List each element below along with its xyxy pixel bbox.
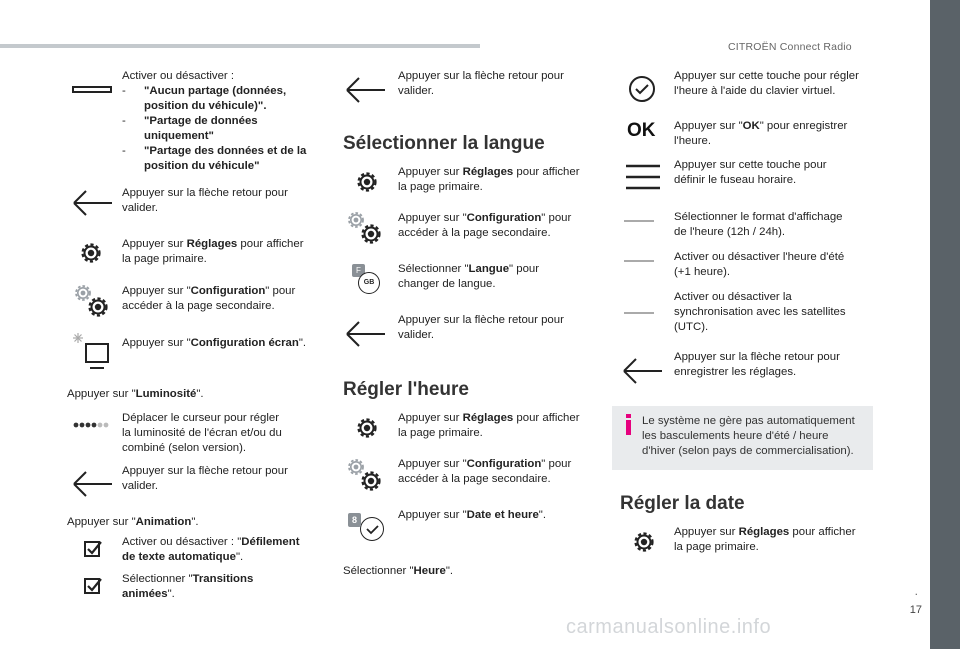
- watermark: carmanualsonline.info: [566, 616, 772, 638]
- back-arrow-icon: [345, 76, 389, 104]
- settings-instruction: Appuyer sur Réglages pour afficher la page primaire.: [398, 412, 580, 439]
- back-arrow-icon: [345, 320, 389, 348]
- language-instruction: Sélectionner "Langue" pour changer de langue.: [398, 263, 540, 290]
- animation-instruction: Appuyer sur "Animation".: [67, 516, 199, 528]
- brightness-instruction: Appuyer sur "Luminosité".: [67, 388, 204, 400]
- settings-instruction: Appuyer sur Réglages pour afficher la page primaire.: [398, 166, 580, 193]
- heading-set-date: Régler la date: [620, 493, 745, 514]
- configuration-instruction: Appuyer sur "Configuration" pour accéder à la page secondaire.: [122, 285, 296, 312]
- configuration-icon: [345, 209, 385, 247]
- keyboard-instruction: Appuyer sur cette touche pour régler l'heure à l'aide du clavier virtuel.: [674, 70, 859, 97]
- heading-set-time: Régler l'heure: [343, 379, 469, 400]
- ok-instruction: Appuyer sur "OK" pour enregistrer l'heure.: [674, 120, 848, 147]
- gear-icon: [354, 415, 380, 441]
- info-note-text: Le système ne gère pas automatiquement les basculements heure d'été / heure d'hiver (selon pays de commercialisation).: [642, 415, 855, 457]
- menu-icon: [624, 163, 662, 191]
- time-format-instruction: Sélectionner le format d'affichage de l'heure (12h / 24h).: [674, 211, 843, 238]
- timezone-instruction: Appuyer sur cette touche pour définir le fuseau horaire.: [674, 159, 827, 186]
- heading-select-language: Sélectionner la langue: [343, 133, 545, 154]
- back-arrow-icon: [72, 470, 116, 498]
- settings-instruction: Appuyer sur Réglages pour afficher la page primaire.: [674, 526, 856, 553]
- screen-configuration-icon: [72, 332, 112, 372]
- page-edge-bar: [930, 0, 960, 649]
- settings-instruction: Appuyer sur Réglages pour afficher la page primaire.: [122, 238, 304, 265]
- checkbox-icon: [84, 541, 104, 559]
- back-instruction: Appuyer sur la flèche retour pour valider.: [122, 187, 288, 214]
- configuration-icon: [72, 282, 112, 320]
- daylight-saving-instruction: Activer ou désactiver l'heure d'été (+1 heure).: [674, 251, 845, 278]
- checkbox-icon: [84, 578, 104, 596]
- hour-instruction: Sélectionner "Heure".: [343, 565, 454, 577]
- back-arrow-icon: [622, 357, 666, 385]
- satellite-sync-instruction: Activer ou désactiver la synchronisation avec les satellites (UTC).: [674, 291, 846, 333]
- flag-gb-badge: GB: [358, 272, 380, 294]
- date-time-icon: [348, 513, 384, 543]
- privacy-options: Activer ou désactiver : - "Aucun partage (données, position du véhicule)". - "Partage de données uniquement" - "Partage des données et de la position du véhicule": [122, 70, 307, 172]
- toggle-icon: [624, 312, 656, 316]
- back-instruction: Appuyer sur la flèche retour pour valider.: [398, 70, 564, 97]
- brightness-slider-instruction: Déplacer le curseur pour régler la luminosité de l'écran et/ou du combiné (selon version).: [122, 412, 282, 454]
- header-rule: [0, 44, 480, 48]
- configuration-icon: [345, 456, 385, 494]
- info-icon: [624, 414, 634, 436]
- gear-icon: [78, 240, 104, 266]
- transitions-instruction: Sélectionner "Transitions animées".: [122, 573, 254, 600]
- date-time-instruction: Appuyer sur "Date et heure".: [398, 509, 547, 521]
- page-header-title: CITROËN Connect Radio: [728, 41, 852, 53]
- privacy-option-icon: [72, 86, 112, 94]
- back-instruction: Appuyer sur la flèche retour pour enregistrer les réglages.: [674, 351, 840, 378]
- back-instruction: Appuyer sur la flèche retour pour valider.: [122, 465, 288, 492]
- screen-configuration-instruction: Appuyer sur "Configuration écran".: [122, 337, 307, 349]
- back-arrow-icon: [72, 189, 116, 217]
- page-number: 17: [909, 604, 922, 616]
- back-instruction: Appuyer sur la flèche retour pour valider.: [398, 314, 564, 341]
- check-circle-icon: [628, 75, 658, 105]
- gear-icon: [354, 169, 380, 195]
- configuration-instruction: Appuyer sur "Configuration" pour accéder à la page secondaire.: [398, 458, 572, 485]
- language-icon: [352, 264, 382, 292]
- toggle-icon: [624, 220, 656, 224]
- gear-icon: [631, 529, 657, 555]
- date-badge: 8: [348, 513, 361, 527]
- configuration-instruction: Appuyer sur "Configuration" pour accéder à la page secondaire.: [398, 212, 572, 239]
- page-dot: .: [914, 584, 918, 598]
- toggle-icon: [624, 260, 656, 264]
- clock-icon: [360, 517, 384, 541]
- ok-icon: OK: [627, 120, 656, 141]
- flag-f-badge: F: [352, 264, 365, 277]
- auto-scroll-instruction: Activer ou désactiver : "Défilement de texte automatique".: [122, 536, 300, 563]
- brightness-slider-icon: [72, 420, 112, 430]
